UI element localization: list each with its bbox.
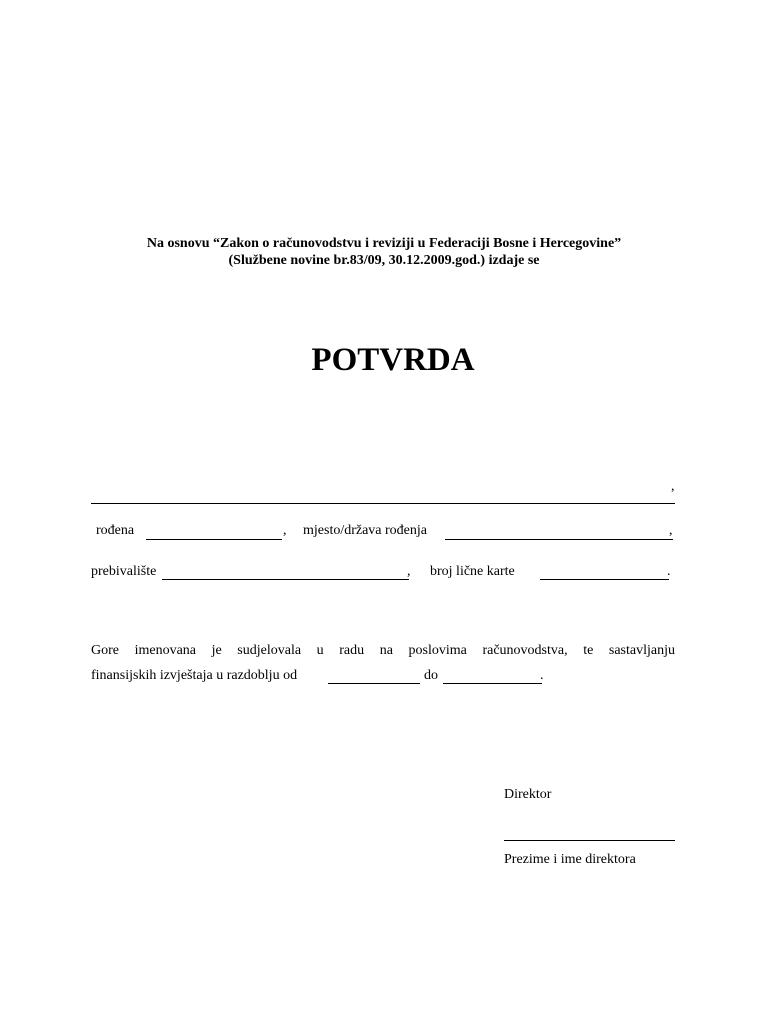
- period-to-blank-line: [443, 683, 542, 684]
- document-title: POTVRDA: [311, 342, 475, 378]
- rodena-comma: ,: [283, 523, 287, 538]
- name-blank-line: [91, 503, 675, 504]
- name-line-comma: ,: [671, 479, 675, 494]
- prebivaliste-label: prebivalište: [91, 564, 157, 579]
- mjesto-comma: ,: [669, 523, 673, 538]
- period-from-blank-line: [328, 683, 420, 684]
- prebivaliste-blank-line: [162, 579, 409, 580]
- prebivaliste-comma: ,: [407, 564, 411, 579]
- header-line-2: (Službene novine br.83/09, 30.12.2009.god.) izdaje se: [228, 253, 540, 268]
- header-line-1: Na osnovu “Zakon o računovodstvu i reviziji u Federaciji Bosne i Hercegovine”: [146, 236, 622, 251]
- broj-period: .: [667, 564, 671, 579]
- body-line-2-start: finansijskih izvještaja u razdoblju od: [91, 668, 298, 683]
- director-name-caption: Prezime i ime direktora: [504, 852, 636, 867]
- broj-licne-karte-blank-line: [540, 579, 669, 580]
- body-line-1: Gore imenovana je sudjelovala u radu na poslovima računovodstva, te sastavljanju: [91, 643, 675, 658]
- rodena-blank-line: [146, 539, 282, 540]
- mjesto-blank-line: [445, 539, 673, 540]
- director-label: Direktor: [504, 787, 552, 802]
- broj-licne-karte-label: broj lične karte: [430, 564, 515, 579]
- rodena-label: rođena: [96, 523, 135, 538]
- body-do-label: do: [424, 668, 438, 683]
- mjesto-label: mjesto/država rođenja: [303, 523, 428, 538]
- body-line-2-period: .: [540, 668, 544, 683]
- director-signature-line: [504, 840, 675, 841]
